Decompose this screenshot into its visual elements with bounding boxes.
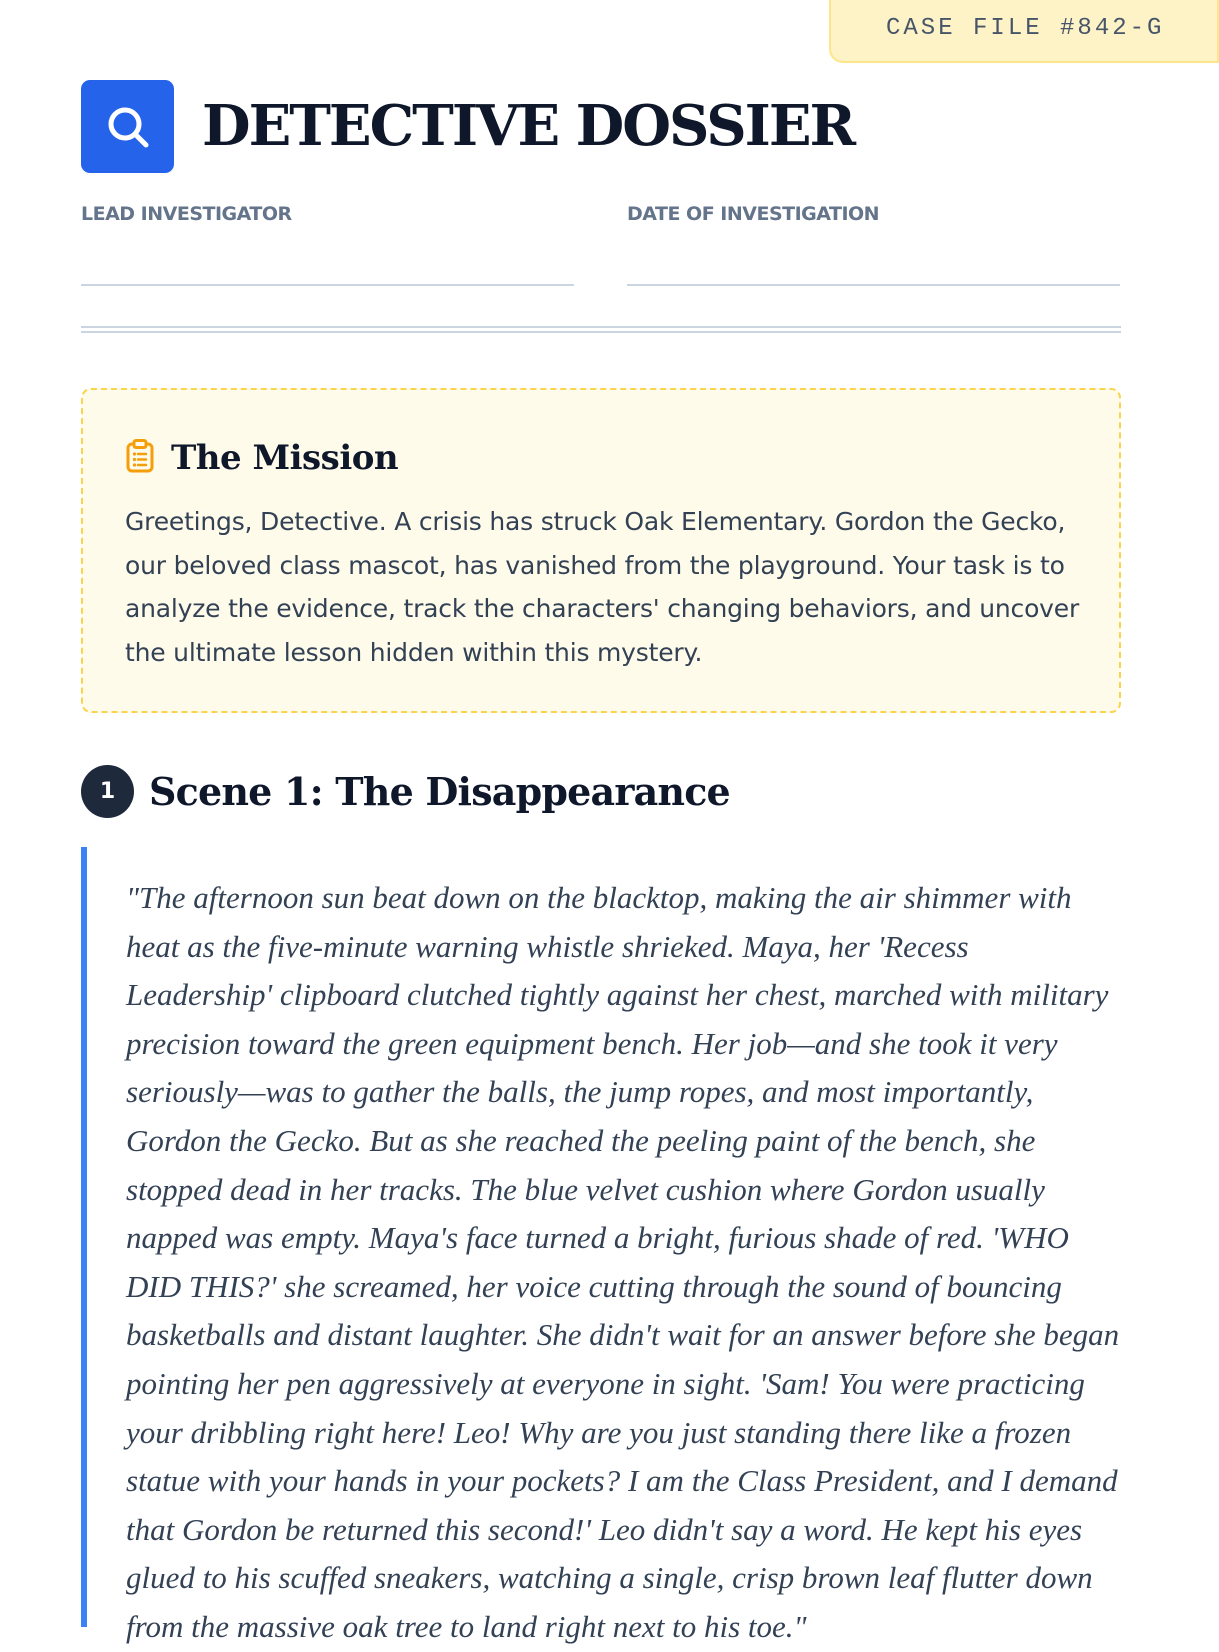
- scene-1-text: "The afternoon sun beat down on the blacktop, making the air shimmer with heat as the five-minute warning whistle shrieked. Maya, her 'Recess Leadership' clipboard clutched tightly against her chest, marched with military precision toward the green equipment bench. Her job—and she took it very seriously—was to gather the balls, the jump ropes, and most importantly, Gordon the Gecko. But as she reached the peeling paint of the bench, she stopped dead in her tracks. The blue velvet cushion where Gordon usually napped was empty. Maya's face turned a bright, furious shade of red. 'WHO DID THIS?' she screamed, her voice cutting through the sound of bouncing basketballs and distant laughter. She didn't wait for an answer before she began pointing her pen aggressively at everyone in sight. 'Sam! You were practicing your dribbling right here! Leo! Why are you just standing there like a frozen statue with your hands in your pockets? I am the Class President, and I demand that Gordon be returned this second!' Leo didn't say a word. He kept his eyes glued to his scuffed sneakers, watching a single, crisp brown leaf flutter down from the massive oak tree to land right next to his toe.": [126, 880, 1120, 1644]
- search-icon: [81, 80, 174, 173]
- lead-investigator-line[interactable]: [81, 284, 574, 286]
- page-header: [81, 80, 854, 173]
- scene-number-badge: 1: [81, 765, 134, 818]
- scene-1-title: Scene 1: The Disappearance: [149, 769, 730, 814]
- lead-investigator-label: LEAD INVESTIGATOR: [81, 203, 292, 225]
- case-file-tag: CASE FILE #842-G: [829, 0, 1219, 63]
- section-divider: [81, 326, 1121, 333]
- clipboard-icon: [125, 439, 155, 478]
- mission-box: [81, 388, 1121, 713]
- lead-investigator-field[interactable]: [81, 203, 292, 225]
- mission-text: Greetings, Detective. A crisis has struck Oak Elementary. Gordon the Gecko, our beloved class mascot, has vanished from the playground. Your task is to analyze the evidence, track the characters' changing behaviors, and uncover the ultimate lesson hidden within this mystery.: [125, 507, 1080, 667]
- page-title: DETECTIVE DOSSIER: [202, 93, 855, 159]
- investigation-date-line[interactable]: [627, 284, 1120, 286]
- investigation-date-label: DATE OF INVESTIGATION: [627, 203, 880, 225]
- mission-title: The Mission: [171, 438, 399, 478]
- investigation-date-field[interactable]: [627, 203, 879, 225]
- scene-1-heading: [81, 765, 730, 818]
- mission-heading: [125, 438, 398, 478]
- scene-1-quote: [81, 847, 1121, 1644]
